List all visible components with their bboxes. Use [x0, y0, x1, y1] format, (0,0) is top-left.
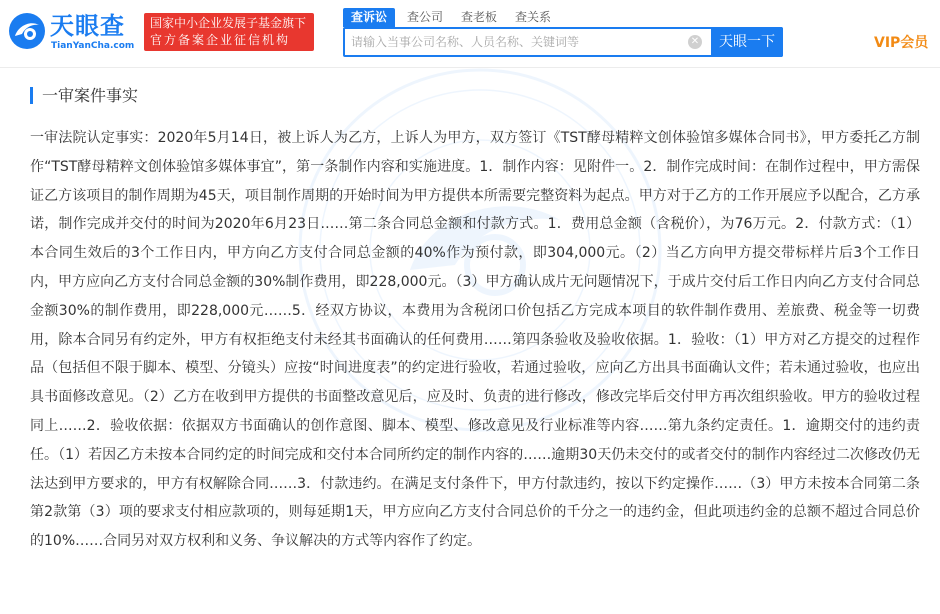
logo-name: 天眼查 [50, 12, 125, 40]
clear-icon[interactable]: ✕ [688, 35, 702, 49]
logo-domain: TianYanCha.com [51, 41, 135, 51]
badge-line-1: 国家中小企业发展子基金旗下 [150, 16, 307, 30]
search-box [343, 27, 783, 57]
tab-lawsuit[interactable]: 查诉讼 [343, 8, 395, 27]
badge-line-2: 官方备案企业征信机构 [150, 33, 291, 47]
logo-mark-icon [8, 12, 46, 50]
official-badge [144, 13, 314, 51]
search-input[interactable] [345, 29, 705, 55]
tab-relation[interactable]: 查关系 [515, 10, 552, 24]
tab-company[interactable]: 查公司 [407, 10, 444, 24]
tab-boss[interactable]: 查老板 [461, 10, 498, 24]
section-title: 一审案件事实 [42, 86, 139, 105]
case-facts-text: 一审法院认定事实：2020年5月14日，被上诉人为乙方，上诉人为甲方，双方签订《TST酵母精粹文创体验馆多媒体合同书》，甲方委托乙方制作“TST酵母精粹文创体验馆多媒体事宜”，第一条制作内容和实施进度。1．制作内容：见附件一。2．制作完成时间：在制作过程中，甲方需保证乙方该项目的制作周期为45天，项目制作周期的开始时间为甲方提供本所需要完整资料为起点。甲方对于乙方的工作开展应予以配合，乙方承诺，制作完成并交付的时间为2020年6月23日……第二条合同总金额和付款方式。1．费用总金额（含税价），为76万元。2．付款方式：（1）本合同生效后的3个工作日内，甲方向乙方支付合同总金额的40%作为预付款，即304,000元。（2）当乙方向甲方提交带标样片后3个工作日内，甲方应向乙方支付合同总金额的30%制作费用，即228,000元。（3）甲方确认成片无问题情况下，于成片交付后工作日内向乙方支付合同总金额30%的制作费用，即228,000元……5．经双方协议，本费用为含税闭口价包括乙方完成本项目的软件制作费用、差旅费、税金等一切费用，除本合同另有约定外，甲方有权拒绝支付未经其书面确认的任何费用……第四条验收及验收依据。1．验收：（1）甲方对乙方提交的过程作品（包括但不限于脚本、模型、分镜头）应按“时间进度表”的约定进行验收，若通过验收，应向乙方出具书面确认文件；若未通过验收，也应出具书面修改意见。（2）乙方在收到甲方提供的书面整改意见后，应及时、负责的进行修改，修改完毕后交付甲方再次组织验收。甲方的验收过程同上……2．验收依据：依据双方书面确认的创作意图、脚本、模型、修改意见及行业标准等内容……第九条约定责任。1．逾期交付的违约责任。（1）若因乙方未按本合同约定的时间完成和交付本合同所约定的制作内容的……逾期30天仍未交付的或者交付的制作内容经过二次修改仍无法达到甲方要求的，甲方有权解除合同……3．付款违约。在满足支付条件下，甲方付款违约，按以下约定操作……（3）甲方未按本合同第二条第2款第（3）项的要求支付相应款项的，则每延期1天，甲方应向乙方支付合同总价的千分之一的违约金，但此项违约金的总额不超过合同总价的10%……合同另对双方权利和义务、争议解决的方式等内容作了约定。 [30, 130, 920, 550]
top-header [0, 0, 940, 68]
logo[interactable] [8, 10, 138, 52]
search-button[interactable]: 天眼一下 [711, 27, 783, 57]
vip-link[interactable]: VIP会员 [874, 35, 929, 51]
section-accent-bar [30, 87, 33, 104]
